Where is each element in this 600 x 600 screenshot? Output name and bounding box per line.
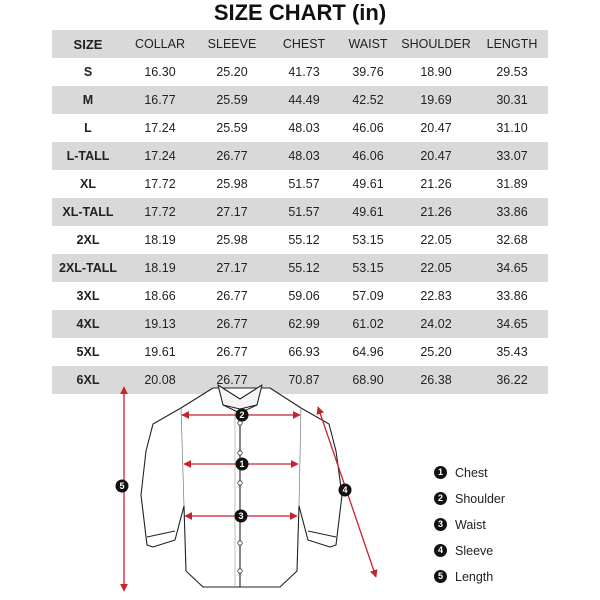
table-row — [52, 198, 548, 226]
table-row — [52, 142, 548, 170]
table-cell: 33.07 — [476, 142, 548, 170]
table-cell: 30.31 — [476, 86, 548, 114]
marker-length — [116, 480, 129, 493]
table-cell: 17.24 — [144, 121, 176, 135]
table-cell: 32.68 — [496, 233, 528, 247]
table-cell: 36.22 — [476, 366, 548, 394]
marker-sleeve — [339, 484, 352, 497]
marker-length-label: 5 — [119, 481, 125, 491]
table-cell: 55.12 — [268, 254, 340, 282]
table-cell: 17.24 — [124, 142, 196, 170]
table-header-row — [52, 30, 548, 58]
legend-item-shoulder — [434, 492, 584, 518]
table-cell: 41.73 — [288, 65, 320, 79]
table-row — [52, 58, 548, 86]
table-cell: 17.72 — [144, 177, 176, 191]
header-chest: CHEST — [268, 30, 340, 58]
table-row — [52, 114, 548, 142]
table-cell: 18.19 — [124, 254, 196, 282]
table-cell: 22.83 — [420, 289, 452, 303]
marker-shoulder — [236, 409, 249, 422]
table-cell: 29.53 — [496, 65, 528, 79]
table-cell: 49.61 — [340, 198, 396, 226]
legend-label: Chest — [455, 466, 488, 480]
table-cell: 22.05 — [420, 233, 452, 247]
table-cell: 48.03 — [288, 121, 320, 135]
table-cell: 26.77 — [196, 310, 268, 338]
legend-item-length — [434, 570, 584, 596]
size-cell: 2XL — [76, 233, 100, 247]
table-cell: 26.77 — [216, 345, 248, 359]
size-cell: 3XL — [76, 289, 100, 303]
table-cell: 20.08 — [124, 366, 196, 394]
marker-chest-label: 1 — [239, 459, 245, 469]
table-cell: 39.76 — [352, 65, 384, 79]
table-cell: 19.13 — [124, 310, 196, 338]
table-cell: 26.77 — [216, 289, 248, 303]
marker-waist — [235, 510, 248, 523]
table-cell: 26.38 — [396, 366, 476, 394]
size-cell: 4XL — [52, 310, 124, 338]
table-cell: 21.26 — [396, 198, 476, 226]
table-cell: 33.86 — [476, 198, 548, 226]
legend-number: 3 — [434, 518, 447, 531]
table-cell: 25.59 — [196, 86, 268, 114]
legend-number: 2 — [434, 492, 447, 505]
table-cell: 22.05 — [396, 254, 476, 282]
table-cell: 70.87 — [268, 366, 340, 394]
marker-chest — [236, 458, 249, 471]
table-cell: 20.47 — [396, 142, 476, 170]
table-cell: 25.98 — [216, 233, 248, 247]
legend-label: Shoulder — [455, 492, 506, 506]
table-cell: 31.89 — [496, 177, 528, 191]
table-row — [52, 86, 548, 114]
table-cell: 59.06 — [288, 289, 320, 303]
table-cell: 16.77 — [124, 86, 196, 114]
table-cell: 25.20 — [420, 345, 452, 359]
table-row — [52, 226, 548, 254]
measurement-legend — [434, 466, 584, 596]
size-table — [52, 30, 548, 394]
table-cell: 19.61 — [144, 345, 176, 359]
table-cell: 68.90 — [340, 366, 396, 394]
table-cell: 25.98 — [216, 177, 248, 191]
table-cell: 62.99 — [268, 310, 340, 338]
table-cell: 21.26 — [420, 177, 452, 191]
table-cell: 18.66 — [144, 289, 176, 303]
table-cell: 46.06 — [352, 121, 384, 135]
table-cell: 17.72 — [124, 198, 196, 226]
table-cell: 51.57 — [288, 177, 320, 191]
table-cell: 61.02 — [340, 310, 396, 338]
legend-item-chest — [434, 466, 584, 492]
size-cell: 6XL — [52, 366, 124, 394]
header-waist: WAIST — [340, 30, 396, 58]
table-row — [52, 170, 548, 198]
legend-label: Sleeve — [455, 544, 494, 558]
table-cell: 18.19 — [144, 233, 176, 247]
table-cell: 34.65 — [476, 310, 548, 338]
table-row — [52, 310, 548, 338]
legend-number: 1 — [434, 466, 447, 479]
size-cell: XL — [80, 177, 96, 191]
table-cell: 34.65 — [476, 254, 548, 282]
marker-sleeve-label: 4 — [342, 485, 348, 495]
legend-label: Length — [455, 570, 494, 584]
table-cell: 35.43 — [496, 345, 528, 359]
table-cell: 46.06 — [340, 142, 396, 170]
header-sleeve: SLEEVE — [196, 30, 268, 58]
table-cell: 18.90 — [420, 65, 452, 79]
marker-shoulder-label: 2 — [239, 410, 245, 420]
table-row — [52, 254, 548, 282]
size-cell: L — [84, 121, 92, 135]
table-cell: 49.61 — [352, 177, 384, 191]
size-cell: M — [52, 86, 124, 114]
header-shoulder: SHOULDER — [396, 30, 476, 58]
table-row — [52, 338, 548, 366]
table-cell: 51.57 — [268, 198, 340, 226]
legend-item-waist — [434, 518, 584, 544]
table-cell: 26.77 — [196, 366, 268, 394]
table-cell: 27.17 — [196, 198, 268, 226]
table-cell: 24.02 — [396, 310, 476, 338]
table-cell: 66.93 — [288, 345, 320, 359]
marker-waist-label: 3 — [238, 511, 244, 521]
header-collar: COLLAR — [124, 30, 196, 58]
size-cell: 2XL-TALL — [52, 254, 124, 282]
header-size: SIZE — [52, 30, 124, 58]
table-cell: 53.15 — [340, 254, 396, 282]
table-cell: 26.77 — [196, 142, 268, 170]
legend-label: Waist — [455, 518, 486, 532]
table-cell: 64.96 — [352, 345, 384, 359]
table-cell: 57.09 — [352, 289, 384, 303]
table-cell: 31.10 — [496, 121, 528, 135]
table-cell: 20.47 — [420, 121, 452, 135]
table-cell: 16.30 — [144, 65, 176, 79]
size-cell: 5XL — [76, 345, 100, 359]
size-cell: XL-TALL — [52, 198, 124, 226]
header-length: LENGTH — [476, 30, 548, 58]
size-cell: S — [83, 65, 93, 79]
table-cell: 19.69 — [396, 86, 476, 114]
table-cell: 33.86 — [496, 289, 528, 303]
table-cell: 42.52 — [340, 86, 396, 114]
table-cell: 53.15 — [352, 233, 384, 247]
table-cell: 25.20 — [216, 65, 248, 79]
table-cell: 48.03 — [268, 142, 340, 170]
legend-number: 4 — [434, 544, 447, 557]
table-cell: 44.49 — [268, 86, 340, 114]
page-title: SIZE CHART (in) — [213, 0, 387, 25]
size-cell: L-TALL — [52, 142, 124, 170]
legend-item-sleeve — [434, 544, 584, 570]
table-cell: 25.59 — [216, 121, 248, 135]
table-cell: 55.12 — [288, 233, 320, 247]
legend-number: 5 — [434, 570, 447, 583]
table-cell: 27.17 — [196, 254, 268, 282]
table-row — [52, 282, 548, 310]
